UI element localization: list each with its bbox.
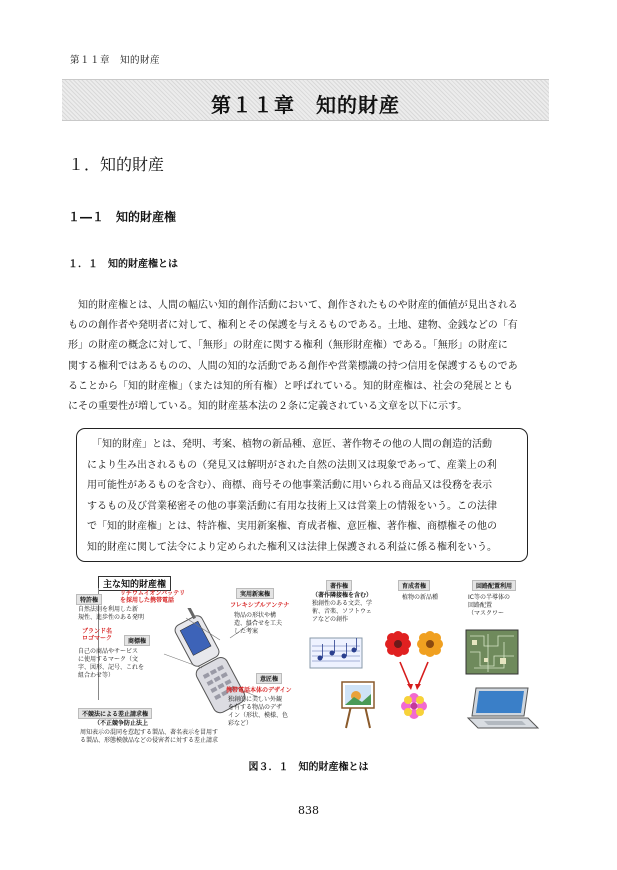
copyright-desc-line: （著作隣接権を含む） <box>312 592 373 599</box>
unfair-competition-label: 不競法による差止請求権 <box>78 708 152 719</box>
design-right-example: 携帯電話本体のデザイン <box>226 687 292 694</box>
paragraph-line: にその重要性が増している。知的財産基本法の２条に定義されている文章を以下に示す。 <box>68 401 468 413</box>
breeder-right-desc: 植物の新品種 <box>402 594 439 601</box>
design-right-desc <box>228 696 288 728</box>
flowers-illustration <box>380 628 448 724</box>
utility-desc-line: 造、組合せを工夫 <box>234 620 283 627</box>
definition-quote-box <box>76 428 528 562</box>
trademark-example-line: ブランド名 <box>82 628 113 635</box>
circuit-desc-line: （マスクワー <box>468 610 505 617</box>
quote-line: 「知的財産」とは、発明、考案、植物の新品種、意匠、著作物その他の人間の創造的活動 <box>87 439 492 450</box>
unfair-desc-line: る製品、形態模倣品などの侵害者に対する差止請求 <box>80 737 219 744</box>
laptop-illustration <box>462 684 542 734</box>
paragraph-line: 形」の財産の概念に対して、「無形」の財産に関する権利（無形財産権）である。「無形」の財産に <box>68 340 508 352</box>
trademark-desc <box>78 648 144 680</box>
patent-desc-line: 自然法則を利用した新 <box>78 606 139 613</box>
utility-model-label: 実用新案権 <box>236 588 274 599</box>
page-number: 838 <box>298 804 319 817</box>
paragraph-line: 知的財産権とは、人間の幅広い知的創作活動において、創作されたものや財産的価値が見出される <box>68 300 518 311</box>
design-desc-line: イン（形状、模様、色 <box>228 712 289 719</box>
patent-desc <box>78 606 144 622</box>
unfair-competition-desc <box>80 729 218 745</box>
quote-line: 知的財産に関して法令により定められた権利又は法律上保護される利益に係る権利をいう。 <box>87 541 497 553</box>
patent-example <box>120 590 185 604</box>
utility-desc-line: 物品の形状や構 <box>234 612 277 619</box>
quote-line: により生み出されるもの（発見又は解明がされた自然の法則又は現象であって、産業上の利 <box>87 459 497 471</box>
trademark-desc-line: 組合わせ等） <box>78 672 115 679</box>
circuit-desc-line: 回路配置 <box>468 602 493 609</box>
unfair-desc-line: 周知表示の混同を惹起する製品、著名表示を冒用す <box>80 729 219 736</box>
paragraph-line: ることから「知的財産権」（または知的所有権）と呼ばれている。知的財産権は、社会の発展ととも <box>68 380 513 392</box>
copyright-label: 著作権 <box>326 580 352 591</box>
chapter-title: 第１１章 知的財産 <box>211 93 400 117</box>
paragraph-line: 関する権利ではあるものの、人間の知的な活動である創作や営業標識の持つ信用を保護するものであ <box>68 360 518 372</box>
easel-painting-illustration <box>336 674 380 730</box>
breeder-right-label: 育成者権 <box>398 580 430 591</box>
copyright-desc <box>312 592 372 624</box>
trademark-desc-line: に使用するマーク（文 <box>78 656 139 663</box>
quote-line: 用可能性があるものを含む）、商標、商号その他事業活動に用いられる商品又は役務を表示 <box>87 480 492 491</box>
body-paragraph <box>68 296 548 417</box>
ip-rights-figure <box>68 572 548 748</box>
paragraph-line: ものの創作者や発明者に対して、権利とその保護を与えるものである。土地、建物、金銭などの「有 <box>68 320 518 332</box>
subsubsection-heading: １．１ 知的財産権とは <box>68 259 178 270</box>
patent-example-line: リチウムイオンバッテリ <box>120 590 186 597</box>
utility-model-desc <box>234 612 282 636</box>
trademark-label: 商標権 <box>124 635 150 646</box>
utility-model-example: フレキシブルアンテナ <box>230 602 290 609</box>
patent-desc-line: 規性、進歩性のある発明 <box>78 614 145 621</box>
unfair-competition-sub: （不正競争防止法上 <box>94 720 149 727</box>
figure-caption: 図３．１ 知的財産権とは <box>248 762 369 773</box>
quote-line: するもの及び営業秘密その他の事業活動に有用な技術上又は営業上の情報をいう。この法律 <box>87 500 497 512</box>
sheet-music-illustration <box>306 634 366 674</box>
patent-example-line: を採用した携帯電話 <box>120 597 175 604</box>
design-right-label: 意匠権 <box>256 673 282 684</box>
circuit-chip-illustration <box>464 628 520 678</box>
design-desc-line: 独創的に美しい外観 <box>228 696 283 703</box>
running-head: 第１１章 知的財産 <box>70 55 161 66</box>
trademark-example-line: ロゴマーク <box>82 635 113 642</box>
quote-line: で「知的財産権」とは、特許権、実用新案権、育成者権、意匠権、著作権、商標権その他の <box>87 521 497 532</box>
section-heading: １．知的財産 <box>68 155 165 174</box>
trademark-desc-line: 自己の商品やサービス <box>78 648 139 655</box>
design-desc-line: 彩など） <box>228 720 253 727</box>
utility-desc-line: した考案 <box>234 628 259 635</box>
chapter-title-band <box>62 79 549 121</box>
trademark-example <box>82 628 112 642</box>
design-desc-line: を有する物品のデザ <box>228 704 283 711</box>
trademark-desc-line: 字、図形、記号、これを <box>78 664 145 671</box>
circuit-layout-label: 回路配置利用 <box>472 580 516 591</box>
copyright-desc-line: アなどの創作 <box>312 616 349 623</box>
copyright-desc-line: 独創性のある文芸、学 <box>312 600 373 607</box>
figure-box-title: 主な知的財産権 <box>98 576 171 591</box>
circuit-layout-desc <box>468 594 510 618</box>
patent-label: 特許権 <box>76 594 102 605</box>
copyright-desc-line: 術、音楽、ソフトウェ <box>312 608 372 615</box>
circuit-desc-line: IC等の半導体の <box>468 594 510 601</box>
subsection-heading: １―１ 知的財産権 <box>68 210 177 224</box>
